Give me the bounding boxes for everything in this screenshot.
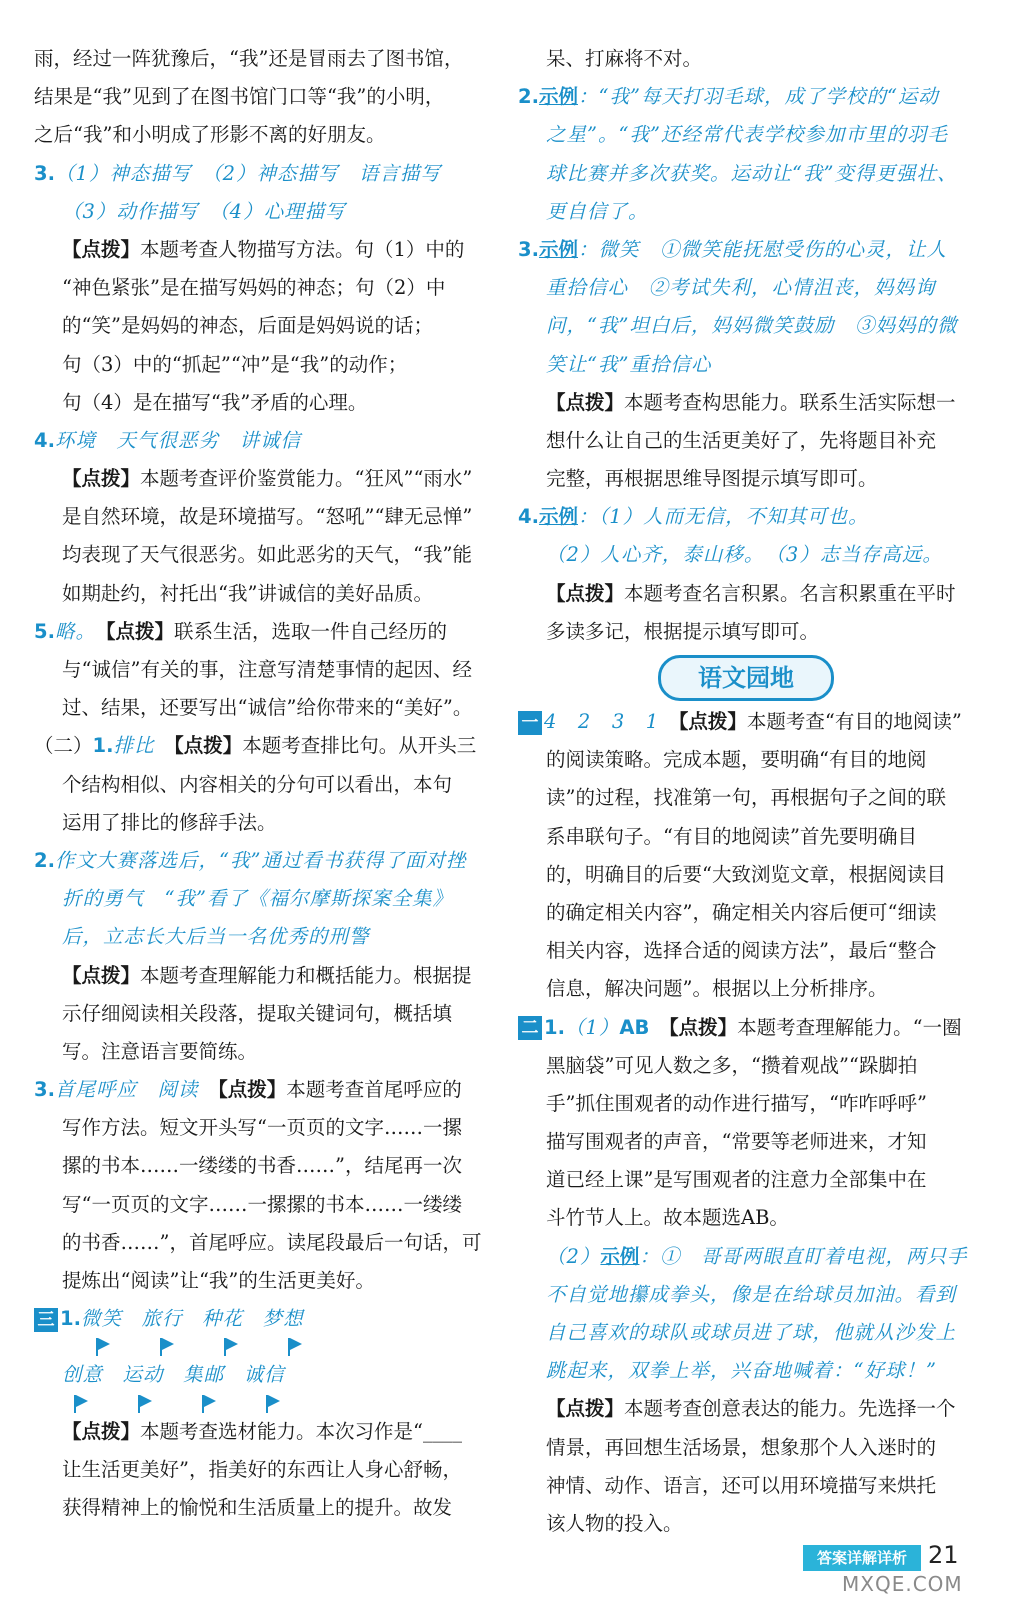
- q4-answer-line: [518, 498, 988, 536]
- q3-explain-line: 的“笑”是妈妈的神态，后面是妈妈说的话；: [62, 314, 433, 338]
- hint-tag: 【点拨】: [546, 390, 625, 414]
- explain-text: 本题考查评价鉴赏能力。“狂风”“雨水”: [140, 467, 473, 491]
- example-label: 示例: [538, 85, 578, 109]
- explain-line: 提炼出“阅读”让“我”的生活更美好。: [62, 1269, 375, 1292]
- question-number: 3.: [34, 161, 55, 185]
- flag-icon: [224, 1338, 226, 1356]
- question-number: 5.: [34, 619, 55, 643]
- watermark: MXQE.COM: [842, 1572, 963, 1596]
- explain-line: 情景，再回想生活场景，想象那个人入迷时的: [546, 1435, 937, 1459]
- explain-line: 信息，解决问题”。根据以上分析排序。: [546, 977, 888, 1001]
- answer-line: 后，立志长大后当一名优秀的刑警: [62, 925, 370, 949]
- page-number: 21: [928, 1541, 959, 1569]
- flag-icon: [202, 1395, 204, 1413]
- explain-text: 本题考查理解能力和概括能力。根据提: [140, 963, 472, 987]
- explain-text: 本题考查创意表达的能力。先选择一个: [624, 1397, 956, 1421]
- hint-tag: 【点拨】: [62, 467, 141, 491]
- text-line: 雨，经过一阵犹豫后，“我”还是冒雨去了图书馆，: [34, 47, 464, 70]
- flag-icon: [266, 1395, 268, 1413]
- q5-explain-line: 过、结果，还要写出“诚信”给你带来的“美好”。: [62, 696, 473, 720]
- explain-line: 示仔细阅读相关段落，提取关键词句，概括填: [62, 1001, 453, 1025]
- explain-line: 相关内容，选择合适的阅读方法”，最后“整合: [546, 939, 937, 963]
- explain-line: 读”的过程，找准第一句，再根据句子之间的联: [546, 786, 946, 810]
- q3-answer-line: [518, 231, 988, 269]
- hint-tag: 【点拨】: [62, 237, 141, 261]
- part3-row2: [34, 1356, 494, 1394]
- hint-tag: 【点拨】: [174, 734, 243, 758]
- q3-explain-line: 句（4）是在描写“我”矛盾的心理。: [62, 390, 368, 414]
- explain-text: 本题考查名言积累。名言积累重在平时: [624, 581, 956, 605]
- part-label: （二）: [34, 734, 93, 758]
- example-label: 示例: [600, 1244, 640, 1268]
- explain-line: 的书香……”，首尾呼应。读尾段最后一句话，可: [62, 1230, 482, 1254]
- question-number: 4.: [34, 428, 55, 452]
- question-number: 3.: [518, 237, 539, 261]
- answer-line: 重拾信心 ②考试失利，心情沮丧，妈妈询: [546, 276, 936, 300]
- q3-explain-line: “神色紧张”是在描写妈妈的神态；句（2）中: [62, 276, 446, 300]
- answer-text: （1）神态描写 （2）神态描写 语言描写: [54, 161, 442, 185]
- flag-icon: [74, 1395, 76, 1413]
- answer-text: ：① 哥哥两眼直盯着电视，两只手: [639, 1244, 968, 1268]
- explain-text: 本题考查排比句。从开头三: [242, 734, 477, 758]
- word-item: 微笑: [80, 1307, 122, 1331]
- flag-row: [34, 1395, 494, 1413]
- flag-row: [34, 1338, 494, 1356]
- answer-line: （2）人心齐，泰山移。 （3）志当存高远。: [546, 543, 943, 567]
- explain-line: 写“一页页的文字……一摞摞的书本……一缕缕: [62, 1192, 462, 1216]
- hint-tag: 【点拨】: [105, 619, 175, 643]
- answer-line: 问，“我”坦白后，妈妈微笑鼓励 ③妈妈的微: [546, 314, 958, 338]
- explain-line: 描写围观者的声音，“常要等老师进来，才知: [546, 1130, 927, 1154]
- section-mark: 二: [518, 1016, 542, 1040]
- left-column: [34, 40, 494, 1527]
- flag-icon: [160, 1338, 162, 1356]
- example-label: 示例: [538, 505, 578, 529]
- flag-icon: [138, 1395, 140, 1413]
- explain-line: 摞的书本……一缕缕的书香……”，结尾再一次: [62, 1154, 462, 1178]
- question-number: 4.: [518, 505, 539, 529]
- question-number: 1.: [60, 1307, 81, 1331]
- q2-answer-line: [518, 78, 988, 116]
- answer-text: ：（1）人而无信，不知其可也。: [578, 505, 869, 529]
- explain-line: 完整，再根据思维导图提示填写即可。: [546, 467, 878, 491]
- explain-line: 手”抓住围观者的动作进行描写，“咋咋呼呼”: [546, 1091, 927, 1115]
- section-mark: 三: [34, 1308, 58, 1332]
- explain-line: [34, 957, 494, 995]
- hint-tag: 【点拨】: [62, 963, 141, 987]
- part2-q3-line: [34, 1071, 494, 1109]
- example-label: 示例: [538, 237, 578, 261]
- answer-text: 略。: [54, 619, 87, 643]
- answer-line: 自己喜欢的球队或球员进了球，他就从沙发上: [546, 1321, 957, 1344]
- explain-text: 本题考查人物描写方法。句（1）中的: [140, 237, 465, 261]
- word-item: 梦想: [262, 1307, 304, 1331]
- q3-explain-line: [34, 231, 494, 269]
- word-item: 集邮: [183, 1363, 225, 1387]
- answer-text: 4 2 3 1: [544, 710, 660, 733]
- q3-explain-line: 句（3）中的“抓起”“冲”是“我”的动作；: [62, 352, 408, 376]
- q4-explain-line: 均表现了天气很恶劣。如此恶劣的天气，“我”能: [62, 543, 472, 567]
- hint-tag: 【点拨】: [678, 710, 747, 733]
- explain-line: 神情、动作、语言，还可以用环境描写来烘托: [546, 1473, 937, 1497]
- explain-line: 运用了排比的修辞手法。: [62, 810, 277, 834]
- part2-q1-line: [34, 727, 494, 765]
- answer-text: 作文大赛落选后，“我”通过看书获得了面对挫: [54, 848, 467, 872]
- explain-line: 个结构相似、内容相关的分句可以看出，本句: [62, 772, 453, 796]
- word-item: 创意: [62, 1363, 104, 1387]
- right-column: [518, 40, 988, 1543]
- hint-tag: 【点拨】: [218, 1078, 287, 1102]
- answer-line: 球比赛并多次获奖。运动让“我”变得更强壮、: [546, 161, 958, 185]
- word-item: 运动: [122, 1363, 164, 1387]
- answer-text: ：“我”每天打羽毛球，成了学校的“运动: [578, 85, 939, 109]
- part2-q2-line: [34, 842, 494, 880]
- explain-line: 多读多记，根据提示填写即可。: [546, 619, 820, 643]
- s1-answer-line: [518, 703, 988, 741]
- answer-line: 更自信了。: [546, 199, 649, 223]
- explain-line: 获得精神上的愉悦和生活质量上的提升。故发: [62, 1495, 453, 1519]
- word-item: 种花: [202, 1307, 244, 1331]
- answer-text: 排比: [113, 734, 155, 758]
- q3-answer-line-2: [34, 193, 494, 231]
- section-mark: 一: [518, 711, 542, 735]
- hint-tag: 【点拨】: [668, 1015, 738, 1039]
- footer-label: 答案详解详析: [803, 1545, 921, 1571]
- sub-label: （2）: [546, 1244, 601, 1268]
- explain-line: 的阅读策略。完成本题，要明确“有目的地阅: [546, 748, 927, 772]
- flag-icon: [96, 1338, 98, 1356]
- explain-text: 本题考查首尾呼应的: [286, 1078, 462, 1102]
- sub-label: （1）: [564, 1015, 620, 1039]
- explain-line: 黑脑袋”可见人数之多，“攒着观战”“跺脚拍: [546, 1053, 918, 1077]
- question-number: 2.: [34, 848, 55, 872]
- answer-text: ：微笑 ①微笑能抚慰受伤的心灵，让人: [578, 237, 948, 261]
- s2-sub2-line: [518, 1238, 988, 1276]
- q4-explain-line: [34, 460, 494, 498]
- explain-text: 本题考查“有目的地阅读”: [746, 710, 962, 733]
- question-number: 1.: [92, 734, 114, 758]
- answer-line: 不自觉地攥成拳头，像是在给球员加油。看到: [546, 1282, 957, 1306]
- explain-text: 本题考查理解能力。“一圈: [737, 1015, 962, 1039]
- answer-text: 环境 天气很恶劣 讲诚信: [54, 428, 301, 452]
- explain-line: [518, 384, 988, 422]
- answer-line: 跳起来，双拳上举，兴奋地喊着：“好球！”: [546, 1359, 937, 1383]
- hint-tag: 【点拨】: [546, 1397, 625, 1421]
- explain-line: 写作方法。短文开头写“一页页的文字……一摞: [62, 1116, 462, 1140]
- explain-line: [34, 1413, 494, 1451]
- question-number: 1.: [544, 1015, 565, 1039]
- explain-text: 联系生活，选取一件自己经历的: [174, 619, 448, 643]
- word-item: 旅行: [141, 1307, 183, 1331]
- q4-explain-line: 是自然环境，故是环境描写。“怒吼”“肆无忌惮”: [62, 505, 473, 529]
- answer-text: AB: [619, 1015, 650, 1039]
- word-item: 诚信: [243, 1363, 285, 1387]
- question-number: 3.: [34, 1078, 55, 1102]
- explain-text: 本题考查选材能力。本次习作是“____: [140, 1419, 462, 1443]
- q3-answer-line-1: [34, 155, 494, 193]
- explain-text: 本题考查构思能力。联系生活实际想一: [624, 390, 956, 414]
- q5-explain-line: 与“诚信”有关的事，注意写清楚事情的起因、经: [62, 658, 472, 681]
- explain-line: 写。注意语言要简练。: [62, 1039, 258, 1063]
- explain-line: [518, 575, 988, 613]
- text-line: 呆、打麻将不对。: [546, 47, 703, 70]
- explain-line: 斗竹节人上。故本题选AB。: [546, 1206, 789, 1230]
- explain-line: 系串联句子。“有目的地阅读”首先要明确目: [546, 824, 917, 848]
- explain-line: [518, 1390, 988, 1428]
- q5-line: [34, 613, 494, 651]
- hint-tag: 【点拨】: [62, 1419, 141, 1443]
- explain-line: 想什么让自己的生活更美好了，先将题目补充: [546, 428, 937, 452]
- q4-explain-line: 如期赴约，衬托出“我”讲诚信的美好品质。: [62, 581, 433, 605]
- flag-icon: [288, 1338, 290, 1356]
- hint-tag: 【点拨】: [546, 581, 625, 605]
- explain-line: 的确定相关内容”，确定相关内容后便可“细读: [546, 900, 937, 924]
- explain-line: 的，明确目的后要“大致浏览文章，根据阅读目: [546, 862, 946, 886]
- s2-answer-line: [518, 1009, 988, 1047]
- text-line: 之后“我”和小明成了形影不离的好朋友。: [34, 123, 386, 147]
- answer-text: 首尾呼应 阅读: [54, 1078, 199, 1102]
- q4-answer-line: [34, 422, 494, 460]
- part3-row1: [34, 1300, 494, 1338]
- explain-line: 该人物的投入。: [546, 1511, 683, 1535]
- section-banner: [518, 651, 988, 703]
- banner-title: 语文园地: [658, 655, 834, 701]
- answer-line: 笑让“我”重拾信心: [546, 352, 712, 376]
- text-line: 结果是“我”见到了在图书馆门口等“我”的小明，: [34, 85, 445, 109]
- answer-text: （3）动作描写 （4）心理描写: [62, 199, 346, 223]
- answer-line: 折的勇气 “我”看了《福尔摩斯探案全集》: [62, 887, 453, 911]
- explain-line: 道已经上课”是写围观者的注意力全部集中在: [546, 1168, 927, 1192]
- question-number: 2.: [518, 85, 539, 109]
- answer-line: 之星”。“我”还经常代表学校参加市里的羽毛: [546, 123, 948, 147]
- explain-line: 让生活更美好”，指美好的东西让人身心舒畅，: [62, 1457, 462, 1481]
